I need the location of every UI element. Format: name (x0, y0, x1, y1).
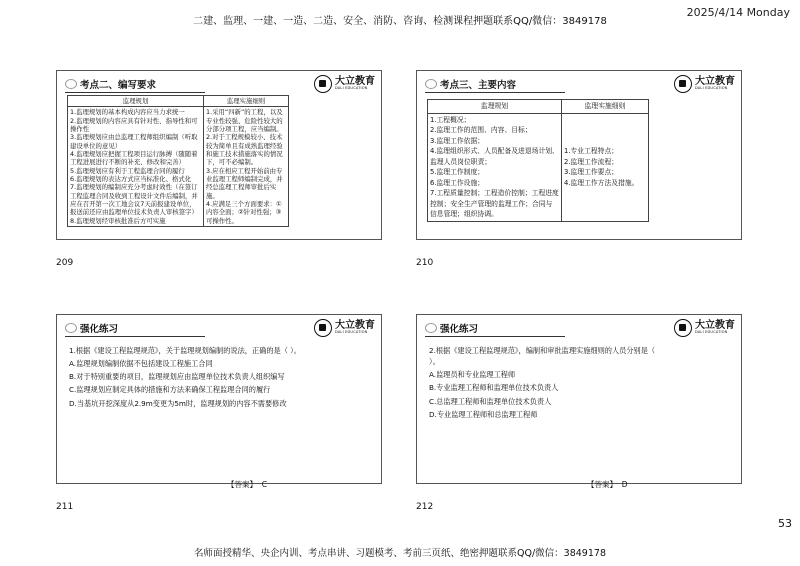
comparison-table: 监理规划 监理实施细则 1.监理规划的基本构成内容应当力求统一 2.监理规划的内容应具有针对性、指导性和可操作性 3.监理规划应由总监理工程师组织编制（听取建设单位的意见） 4.监理规划应把握工程项目运行脉搏（随随着工程进展进行不断的补充、修改和完善） 5.监理规划应有利于工程监理合同的履行 6.监理规划的表达方式应当标准化、格式化 7.监理规划的编制应充分考虑时效性（在签订工程监理合同及收到工程设计文件后编制，并应在召开第一次工地会议7天前报建设单位，报送前还应由监理单位技术负责人审核签字） 8.监理规划经审核批准后方可实施 1.采用“四新”的工程，以及专业性较强、危险性较大的分部分项工程，应当编制。 2.对于工程规模较小、技术较为简单且有成熟监理经验和施工技术措施落实的情况下，可不必编制。 3.应在相应工程开始前由专业监理工程师编制完成，并经总监理工程师审批后实施。 4.应满足三个方面要求：①内容全面；②针对性强；③可操作性。 (67, 95, 289, 227)
ornament-icon (65, 79, 77, 89)
slide-211 (56, 314, 382, 489)
slide-title: 考点三、主要内容 (425, 77, 565, 93)
question-block (429, 345, 664, 422)
seal-icon (674, 75, 692, 93)
slide-212 (416, 314, 742, 489)
slide-210 (416, 70, 742, 240)
seal-icon (674, 319, 692, 337)
slide-number: 212 (416, 502, 434, 512)
page-number: 53 (778, 517, 792, 530)
slide-title: 强化练习 (425, 321, 565, 337)
brand-logo: 大立教育 DALI EDUCATION (314, 75, 375, 93)
option-b: B.对于特别重要的项目，监理规划应由监理单位技术负责人组织编写 (69, 372, 285, 382)
seal-icon (314, 319, 332, 337)
header-text: 二建、监理、一建、一造、二造、安全、消防、咨询、检测课程押题联系QQ/微信：3849178 (193, 16, 607, 27)
brand-logo: 大立教育 DALI EDUCATION (674, 319, 735, 337)
slide-209 (56, 70, 382, 240)
question-block (69, 345, 304, 411)
answer: 【答案】 C (227, 480, 268, 489)
brand-logo: 大立教育 DALI EDUCATION (674, 75, 735, 93)
ornament-icon (425, 323, 437, 333)
slide-number: 209 (56, 258, 74, 268)
question-text: 2.根据《建设工程监理规范》，编制和审批监理实施细则的人员分别是（ ）。 (429, 346, 656, 367)
slide-number: 210 (416, 258, 434, 268)
slide-title: 强化练习 (65, 321, 205, 337)
option-b: B.专业监理工程师和监理单位技术负责人 (429, 383, 559, 393)
ornament-icon (65, 323, 77, 333)
answer: 【答案】 D (587, 480, 628, 489)
footer-text: 名师面授精华、央企内训、考点串讲、习题模考、考前三页纸、绝密押题联系QQ/微信：3849178 (194, 548, 606, 559)
ornament-icon (425, 79, 437, 89)
seal-icon (314, 75, 332, 93)
header-date: 2025/4/14 Monday (686, 6, 790, 19)
question-text: 1.根据《建设工程监理规范》，关于监理规划编制的说法，正确的是（ ）。 (69, 346, 301, 355)
option-a: A.监理员和专业监理工程师 (429, 370, 516, 380)
option-d: D.当基坑开挖深度从2.9m变更为5m时，监理规划的内容不需要修改 (69, 398, 287, 408)
option-d: D.专业监理工程师和总监理工程师 (429, 409, 538, 419)
slide-title: 考点二、编写要求 (65, 77, 205, 93)
option-c: C.监理规划应制定具体的措施和方法来确保工程监理合同的履行 (69, 385, 271, 395)
option-c: C.总监理工程师和监理单位技术负责人 (429, 396, 552, 406)
option-a: A.监理规划编制依据不包括建设工程施工合同 (69, 359, 213, 369)
brand-logo: 大立教育 DALI EDUCATION (314, 319, 375, 337)
slide-number: 211 (56, 502, 74, 512)
comparison-table: 监理规划 监理实施细则 1.工程概况； 2.监理工作的范围、内容、目标； 3.监理工作依据； 4.监理组织形式、人员配备及进退场计划、监理人员岗位职责； 5.监理工作制度； 6.监理工作设施； 7.工程质量控制；工程造价控制；工程进度控制；安全生产管理的监理工作；合同与信息管理；组织协调。 1.专业工程特点； 2.监理工作流程； 3.监理工作要点； 4.监理工作方法及措施。 (427, 99, 649, 222)
